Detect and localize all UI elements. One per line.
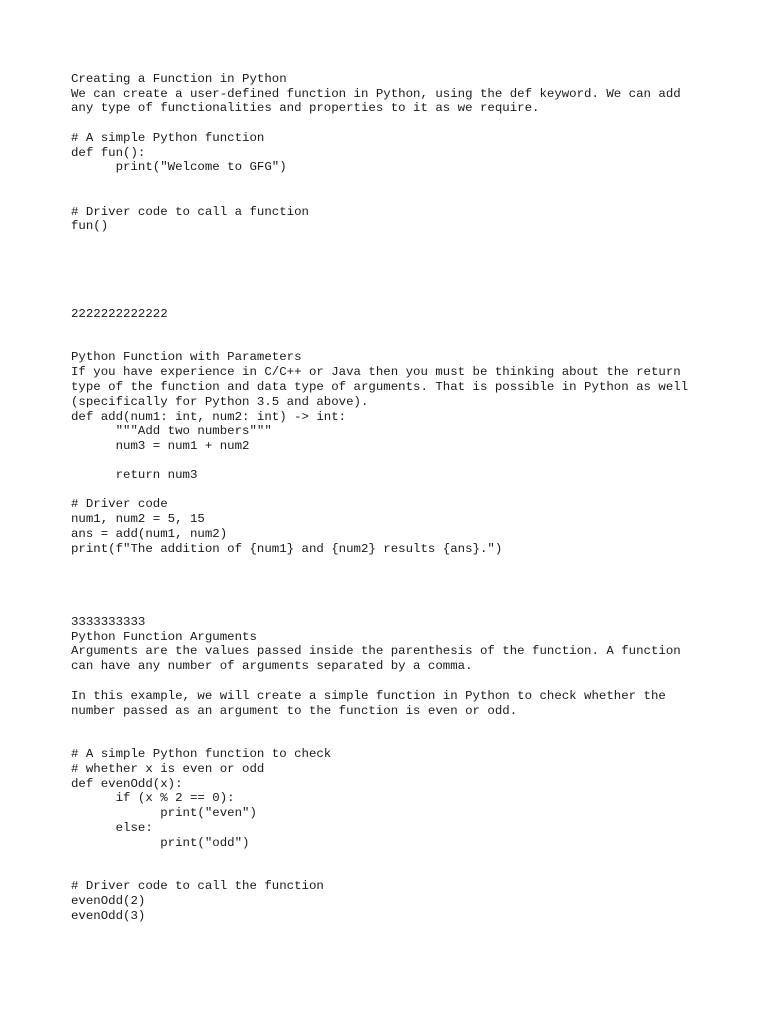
code-line: evenOdd(3): [71, 909, 146, 923]
code-line: fun(): [71, 219, 109, 233]
code-line: """Add two numbers""": [71, 424, 272, 438]
paragraph-line: type of the function and data type of arguments. That is possible in Python as well: [71, 380, 689, 394]
code-line: print("even"): [71, 806, 257, 820]
paragraph-line: any type of functionalities and properties to it as we require.: [71, 101, 540, 115]
code-line: return num3: [71, 468, 198, 482]
code-line: print("Welcome to GFG"): [71, 160, 287, 174]
section-number: 2222222222222: [71, 307, 168, 321]
paragraph-line: We can create a user-defined function in Python, using the def keyword. We can add: [71, 87, 681, 101]
section-heading: Python Function Arguments: [71, 630, 257, 644]
code-comment: # Driver code: [71, 497, 168, 511]
code-line: num1, num2 = 5, 15: [71, 512, 205, 526]
code-comment: # A simple Python function to check: [71, 747, 332, 761]
code-line: def add(num1: int, num2: int) -> int:: [71, 410, 347, 424]
section-heading: Python Function with Parameters: [71, 350, 302, 364]
paragraph-line: Arguments are the values passed inside the parenthesis of the function. A function: [71, 644, 681, 658]
paragraph-line: number passed as an argument to the function is even or odd.: [71, 704, 518, 718]
paragraph-line: (specifically for Python 3.5 and above).: [71, 395, 369, 409]
section-heading: Creating a Function in Python: [71, 72, 287, 86]
section-number: 3333333333: [71, 615, 146, 629]
code-line: ans = add(num1, num2): [71, 527, 228, 541]
code-comment: # A simple Python function: [71, 131, 265, 145]
paragraph-line: In this example, we will create a simple function in Python to check whether the: [71, 689, 666, 703]
code-line: print("odd"): [71, 836, 250, 850]
code-comment: # Driver code to call a function: [71, 205, 309, 219]
code-line: print(f"The addition of {num1} and {num2} results {ans}."): [71, 542, 503, 556]
code-line: evenOdd(2): [71, 894, 146, 908]
paragraph-line: If you have experience in C/C++ or Java then you must be thinking about the return: [71, 365, 681, 379]
code-line: def fun():: [71, 146, 146, 160]
code-comment: # Driver code to call the function: [71, 879, 324, 893]
code-line: def evenOdd(x):: [71, 777, 183, 791]
code-line: else:: [71, 821, 153, 835]
code-comment: # whether x is even or odd: [71, 762, 265, 776]
paragraph-line: can have any number of arguments separated by a comma.: [71, 659, 473, 673]
code-line: num3 = num1 + num2: [71, 439, 250, 453]
code-line: if (x % 2 == 0):: [71, 791, 235, 805]
